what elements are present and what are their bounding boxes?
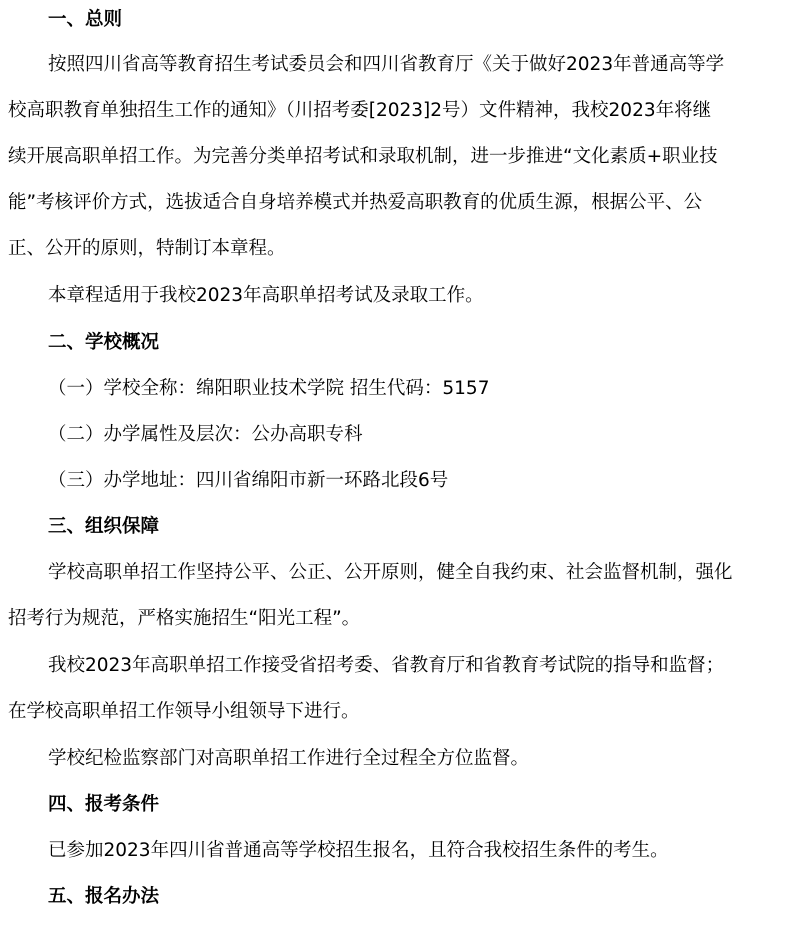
paragraph-line: 招考行为规范，严格实施招生“阳光工程”。 <box>8 608 361 629</box>
paragraph-line: 续开展高职单招工作。为完善分类单招考试和录取机制，进一步推进“文化素质+职业技 <box>8 146 718 167</box>
list-item-school-address: （三）办学地址：四川省绵阳市新一环路北段6号 <box>48 470 449 491</box>
paragraph-line: 正、公开的原则，特制订本章程。 <box>8 238 286 259</box>
paragraph-supervision: 学校纪检监察部门对高职单招工作进行全过程全方位监督。 <box>48 748 530 769</box>
paragraph-line: 校高职教育单独招生工作的通知》（川招考委[2023]2号）文件精神，我校2023年将继 <box>8 100 712 121</box>
paragraph-eligibility: 已参加2023年四川省普通高等学校招生报名，且符合我校招生条件的考生。 <box>48 840 669 861</box>
list-item-school-name: （一）学校全称：绵阳职业技术学院 招生代码：5157 <box>48 378 490 399</box>
section-heading-general: 一、总则 <box>48 9 123 30</box>
paragraph-line: 能”考核评价方式，选拔适合自身培养模式并热爱高职教育的优质生源，根据公平、公 <box>8 192 703 213</box>
paragraph-basis <box>48 53 724 76</box>
paragraph-line: 按照四川省高等教育招生考试委员会和四川省教育厅《关于做好2023年普通高等学 <box>48 54 725 75</box>
paragraph-line: 在学校高职单招工作领导小组领导下进行。 <box>8 701 360 722</box>
paragraph-line: 我校2023年高职单招工作接受省招考委、省教育厅和省教育考试院的指导和监督； <box>48 655 725 676</box>
list-item-school-type: （二）办学属性及层次：公办高职专科 <box>48 424 363 445</box>
section-heading-registration: 五、报名办法 <box>48 886 160 907</box>
section-heading-eligibility: 四、报考条件 <box>48 794 160 815</box>
section-heading-organization: 三、组织保障 <box>48 516 160 537</box>
paragraph-scope: 本章程适用于我校2023年高职单招考试及录取工作。 <box>48 285 484 306</box>
section-heading-school-overview: 二、学校概况 <box>48 332 160 353</box>
paragraph-line: 学校高职单招工作坚持公平、公正、公开原则，健全自我约束、社会监督机制，强化 <box>48 562 733 583</box>
